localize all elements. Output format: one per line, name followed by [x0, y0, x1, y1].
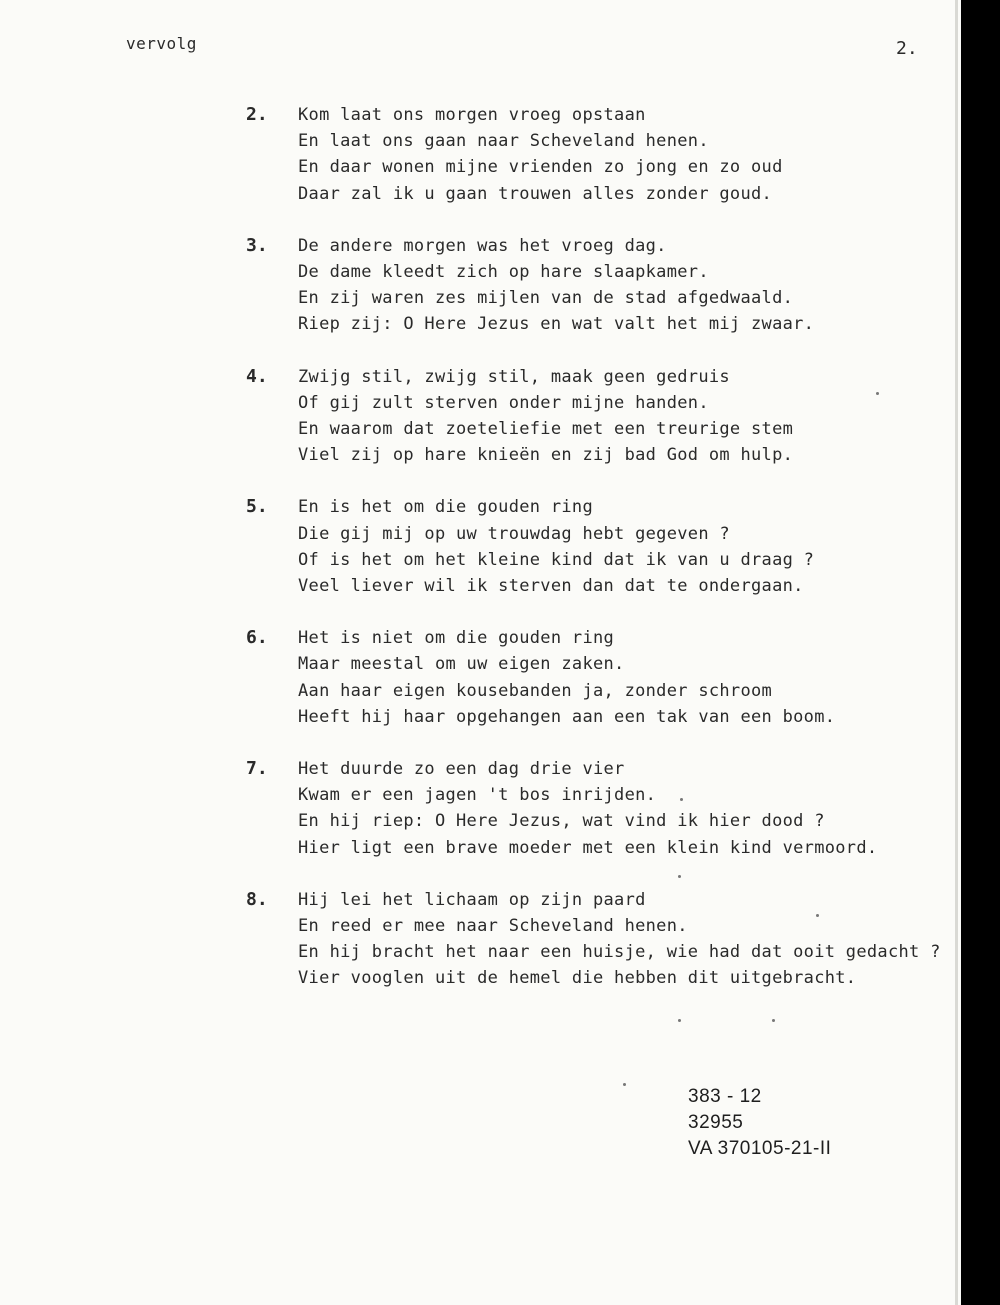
paper-speck [678, 875, 681, 878]
verse-line: En reed er mee naar Scheveland henen. [298, 916, 688, 937]
verse-number: 8. [246, 888, 268, 910]
verse-6 [246, 625, 926, 730]
verse-line: En hij bracht het naar een huisje, wie had dat ooit gedacht ? [298, 942, 941, 963]
verse-line: Daar zal ik u gaan trouwen alles zonder goud. [298, 183, 773, 204]
verse-line: Vier vooglen uit de hemel die hebben dit uitgebracht. [298, 968, 857, 989]
verse-line: Viel zij op hare knieën en zij bad God om hulp. [298, 445, 794, 466]
verse-2 [246, 102, 926, 207]
catalog-line-2: 32955 [688, 1112, 744, 1133]
catalog-reference [688, 1084, 831, 1162]
verse-7 [246, 756, 926, 861]
verse-line: En hij riep: O Here Jezus, wat vind ik hier dood ? [298, 811, 825, 832]
verse-4 [246, 364, 926, 469]
verse-line: De dame kleedt zich op hare slaapkamer. [298, 262, 709, 283]
verse-line: Heeft hij haar opgehangen aan een tak van een boom. [298, 706, 836, 727]
verse-line: Zwijg stil, zwijg stil, maak geen gedruis [298, 366, 730, 387]
verse-line: En waarom dat zoeteliefie met een treurige stem [298, 419, 794, 440]
verse-line: En laat ons gaan naar Scheveland henen. [298, 131, 709, 152]
page-edge-shadow [955, 0, 958, 1305]
verse-line: Of is het om het kleine kind dat ik van u draag ? [298, 549, 815, 570]
continuation-label: vervolg [126, 34, 197, 53]
verse-lines [298, 494, 926, 599]
paper-speck [816, 914, 819, 917]
verse-number: 6. [246, 627, 268, 649]
verse-lines [298, 887, 941, 992]
verse-line: Hij lei het lichaam op zijn paard [298, 889, 646, 910]
verse-lines [298, 364, 926, 469]
paper-speck [623, 1083, 626, 1086]
verse-line: Kwam er een jagen 't bos inrijden. [298, 785, 657, 806]
verse-number: 3. [246, 234, 268, 256]
paper-speck [680, 798, 683, 801]
verse-lines [298, 233, 926, 338]
verse-3 [246, 233, 926, 338]
verse-number: 2. [246, 104, 268, 125]
verse-lines [298, 102, 926, 207]
verse-line: Hier ligt een brave moeder met een klein kind vermoord. [298, 837, 878, 858]
verse-line: De andere morgen was het vroeg dag. [298, 235, 667, 256]
verse-line: Kom laat ons morgen vroeg opstaan [298, 105, 646, 125]
verse-line: Veel liever wil ik sterven dan dat te ondergaan. [298, 576, 804, 597]
verse-line: En zij waren zes mijlen van de stad afgedwaald. [298, 288, 794, 309]
catalog-line-3: VA 370105-21-II [688, 1138, 832, 1159]
verse-line: Die gij mij op uw trouwdag hebt gegeven ? [298, 523, 730, 544]
verse-lines [298, 625, 926, 730]
song-verses [246, 102, 941, 1018]
page-number: 2. [896, 38, 918, 59]
catalog-line-1: 383 - 12 [688, 1086, 762, 1107]
verse-line: Het duurde zo een dag drie vier [298, 759, 625, 780]
paper-speck [772, 1019, 775, 1022]
verse-line: Het is niet om die gouden ring [298, 628, 615, 649]
verse-number: 7. [246, 758, 268, 780]
verse-line: Maar meestal om uw eigen zaken. [298, 654, 625, 675]
verse-lines [298, 756, 926, 861]
verse-line: Aan haar eigen kousebanden ja, zonder schroom [298, 680, 773, 701]
verse-number: 4. [246, 365, 268, 387]
paper-speck [678, 1019, 681, 1022]
verse-8 [246, 887, 941, 992]
verse-line: Of gij zult sterven onder mijne handen. [298, 392, 709, 413]
paper-speck [876, 392, 879, 395]
verse-line: En daar wonen mijne vrienden zo jong en zo oud [298, 157, 783, 178]
verse-5 [246, 494, 926, 599]
verse-line: Riep zij: O Here Jezus en wat valt het mij zwaar. [298, 314, 815, 335]
verse-line: En is het om die gouden ring [298, 497, 593, 518]
verse-number: 5. [246, 496, 268, 518]
